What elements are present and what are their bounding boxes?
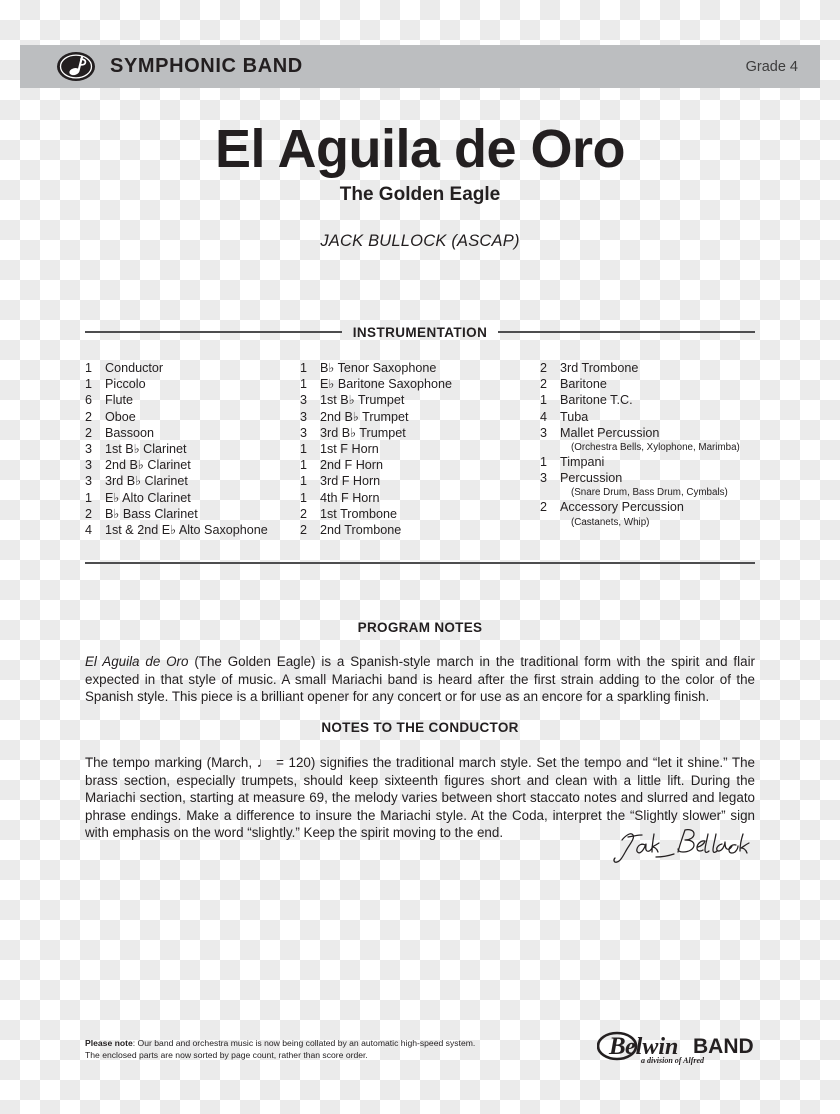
instrumentation-item xyxy=(300,441,540,457)
instrumentation-quantity: 2 xyxy=(540,361,548,375)
instrumentation-item xyxy=(85,506,300,522)
instrumentation-quantity: 1 xyxy=(85,490,93,505)
grade-label: Grade 4 xyxy=(745,58,798,75)
instrumentation-item xyxy=(300,425,540,441)
instrumentation-quantity: 3 xyxy=(540,425,548,440)
instrumentation-name: 2nd B♭ Trumpet xyxy=(320,409,409,424)
instrumentation-item xyxy=(300,490,540,506)
instrumentation-item xyxy=(300,457,540,473)
instrumentation-sub-note: (Snare Drum, Bass Drum, Cymbals) xyxy=(571,487,728,499)
instrumentation-item xyxy=(300,506,540,522)
title-block xyxy=(0,120,840,251)
program-notes-heading: PROGRAM NOTES xyxy=(357,620,483,635)
instrumentation-heading: INSTRUMENTATION xyxy=(352,324,488,340)
instrumentation-item xyxy=(540,360,755,376)
instrumentation-item xyxy=(540,376,755,392)
instrumentation-name: 2nd F Horn xyxy=(320,458,383,473)
instrumentation-name: 4th F Horn xyxy=(320,490,380,505)
instrumentation-item xyxy=(540,392,755,408)
program-notes-work-title: El Aguila de Oro xyxy=(85,654,189,669)
instrumentation-name: Bassoon xyxy=(105,425,155,440)
instrumentation-item xyxy=(300,473,540,489)
instrumentation-section xyxy=(85,325,755,564)
instrumentation-item xyxy=(300,360,540,376)
instrumentation-quantity: 2 xyxy=(540,500,548,515)
instrumentation-item xyxy=(300,409,540,425)
instrumentation-quantity: 4 xyxy=(540,409,548,424)
quarter-note-icon: ♩ xyxy=(256,754,272,770)
instrumentation-item xyxy=(85,360,300,376)
instrumentation-sub-note: (Orchestra Bells, Xylophone, Marimba) xyxy=(571,442,740,454)
instrumentation-bottom-rule xyxy=(85,562,755,564)
instrumentation-name: Baritone T.C. xyxy=(560,393,633,408)
instrumentation-item xyxy=(540,454,755,470)
instrumentation-item xyxy=(540,409,755,425)
instrumentation-name: Flute xyxy=(105,393,133,408)
instrumentation-name: Piccolo xyxy=(105,377,146,392)
footer-please-note xyxy=(85,1038,485,1061)
composer-signature xyxy=(612,824,762,868)
instrumentation-quantity: 2 xyxy=(85,506,93,521)
instrumentation-item xyxy=(300,376,540,392)
instrumentation-quantity: 1 xyxy=(540,455,548,470)
program-notes-body xyxy=(85,653,755,706)
instrumentation-name: 3rd B♭ Trumpet xyxy=(320,425,406,440)
instrumentation-quantity: 3 xyxy=(540,471,548,486)
instrumentation-item xyxy=(85,425,300,441)
instrumentation-item xyxy=(540,425,755,441)
instrumentation-item xyxy=(300,392,540,408)
conductor-notes-text-before: The tempo marking (March, xyxy=(85,755,257,770)
instrumentation-name: Timpani xyxy=(560,455,605,470)
instrumentation-quantity: 2 xyxy=(85,409,93,424)
conductor-notes-text-after: = 120) signifies the traditional march style. Set the tempo and “let it shine.” The brass section, especially trumpets, should keep sixteenth figures short and clean with a little lift. During the Mariachi section, starting at measure 69, the melody varies between short staccato notes and slurred and legato phrase endings. Make a difference to insure the Mariachi style. At the Coda, interpret the “Slightly slower” sign with emphasis on the word “slightly.” Keep the spirit moving to the end. xyxy=(85,755,756,841)
instrumentation-item xyxy=(85,522,300,538)
program-notes-text: (The Golden Eagle) is a Spanish-style march in the traditional form with the spirit and flair expected in that style of music. A small Mariachi band is heard after the first strain adding to the color of the Spanish style. This piece is a brilliant opener for any concert or for use as an encore for a sparkling finish. xyxy=(85,654,755,705)
instrumentation-item xyxy=(85,457,300,473)
svg-text:B: B xyxy=(609,1033,626,1060)
instrumentation-name: Oboe xyxy=(105,409,136,424)
instrumentation-item xyxy=(85,473,300,489)
instrumentation-quantity: 2 xyxy=(300,523,308,538)
instrumentation-column-3 xyxy=(540,360,755,538)
instrumentation-quantity: 1 xyxy=(300,442,308,457)
instrumentation-quantity: 6 xyxy=(85,393,93,408)
instrumentation-name: 1st F Horn xyxy=(320,442,379,457)
instrumentation-quantity: 2 xyxy=(540,377,548,392)
instrumentation-quantity: 1 xyxy=(300,458,308,473)
instrumentation-item xyxy=(85,490,300,506)
rule-left xyxy=(85,331,342,333)
instrumentation-item xyxy=(540,470,755,486)
footer-note-text-1: : Our band and orchestra music is now being collated by an automatic high-speed system. xyxy=(132,1038,476,1048)
instrumentation-quantity: 1 xyxy=(540,393,548,408)
instrumentation-name: 3rd F Horn xyxy=(320,474,381,489)
instrumentation-sub-note: (Castanets, Whip) xyxy=(571,516,650,528)
instrumentation-quantity: 3 xyxy=(300,393,308,408)
instrumentation-column-1 xyxy=(85,360,300,538)
instrumentation-name: 3rd B♭ Clarinet xyxy=(105,474,188,489)
page-title: El Aguila de Oro xyxy=(214,119,626,179)
instrumentation-quantity: 3 xyxy=(85,458,93,473)
instrumentation-quantity: 1 xyxy=(85,361,93,375)
instrumentation-name: Tuba xyxy=(560,409,589,424)
composer-credit: JACK BULLOCK (ASCAP) xyxy=(320,232,520,251)
instrumentation-item xyxy=(540,499,755,515)
svg-text:BAND: BAND xyxy=(693,1035,754,1058)
instrumentation-name: Accessory Percussion xyxy=(560,500,684,515)
instrumentation-quantity: 3 xyxy=(300,425,308,440)
instrumentation-quantity: 3 xyxy=(300,409,308,424)
instrumentation-name: E♭ Baritone Saxophone xyxy=(320,377,452,392)
instrumentation-heading-row xyxy=(85,325,755,339)
svg-text:elwin: elwin xyxy=(625,1034,679,1060)
instrumentation-name: 1st & 2nd E♭ Alto Saxophone xyxy=(105,523,268,538)
footer-note-line-1 xyxy=(85,1038,485,1050)
instrumentation-name: 1st B♭ Clarinet xyxy=(105,442,187,457)
instrumentation-name: 3rd Trombone xyxy=(560,361,639,375)
instrumentation-quantity: 1 xyxy=(300,361,308,375)
instrumentation-item xyxy=(85,409,300,425)
instrumentation-quantity: 1 xyxy=(300,377,308,392)
instrumentation-name: E♭ Alto Clarinet xyxy=(105,490,191,505)
instrumentation-item xyxy=(85,376,300,392)
instrumentation-name: B♭ Tenor Saxophone xyxy=(320,361,437,375)
rule-right xyxy=(498,331,755,333)
footer-note-label: Please note xyxy=(85,1038,133,1048)
instrumentation-name: Mallet Percussion xyxy=(560,425,660,440)
header-title: SYMPHONIC BAND xyxy=(110,55,303,77)
instrumentation-quantity: 4 xyxy=(85,523,93,538)
program-notes-section xyxy=(85,620,755,706)
instrumentation-quantity: 3 xyxy=(85,442,93,457)
instrumentation-quantity: 2 xyxy=(300,506,308,521)
instrumentation-quantity: 1 xyxy=(300,490,308,505)
instrumentation-item xyxy=(85,392,300,408)
page-header-bar xyxy=(20,45,820,88)
svg-text:a division of Alfred: a division of Alfred xyxy=(641,1056,705,1065)
instrumentation-item xyxy=(85,441,300,457)
instrumentation-quantity: 1 xyxy=(300,474,308,489)
instrumentation-name: 2nd Trombone xyxy=(320,523,402,538)
instrumentation-name: 1st B♭ Trumpet xyxy=(320,393,405,408)
instrumentation-columns xyxy=(85,360,755,538)
belwin-band-logo xyxy=(597,1026,757,1068)
instrumentation-quantity: 1 xyxy=(85,377,93,392)
instrumentation-name: Baritone xyxy=(560,377,607,392)
instrumentation-name: Percussion xyxy=(560,471,623,486)
belwin-b-logo-icon xyxy=(56,51,96,82)
instrumentation-item xyxy=(300,522,540,538)
footer-note-line-2: The enclosed parts are now sorted by page count, rather than score order. xyxy=(85,1049,368,1060)
instrumentation-quantity: 3 xyxy=(85,474,93,489)
instrumentation-name: B♭ Bass Clarinet xyxy=(105,506,198,521)
instrumentation-name: 1st Trombone xyxy=(320,506,398,521)
instrumentation-name: Conductor xyxy=(105,361,164,375)
instrumentation-quantity: 2 xyxy=(85,425,93,440)
instrumentation-name: 2nd B♭ Clarinet xyxy=(105,458,191,473)
page-subtitle: The Golden Eagle xyxy=(339,184,501,206)
conductor-notes-heading: NOTES TO THE CONDUCTOR xyxy=(321,720,519,735)
instrumentation-column-2 xyxy=(300,360,540,538)
